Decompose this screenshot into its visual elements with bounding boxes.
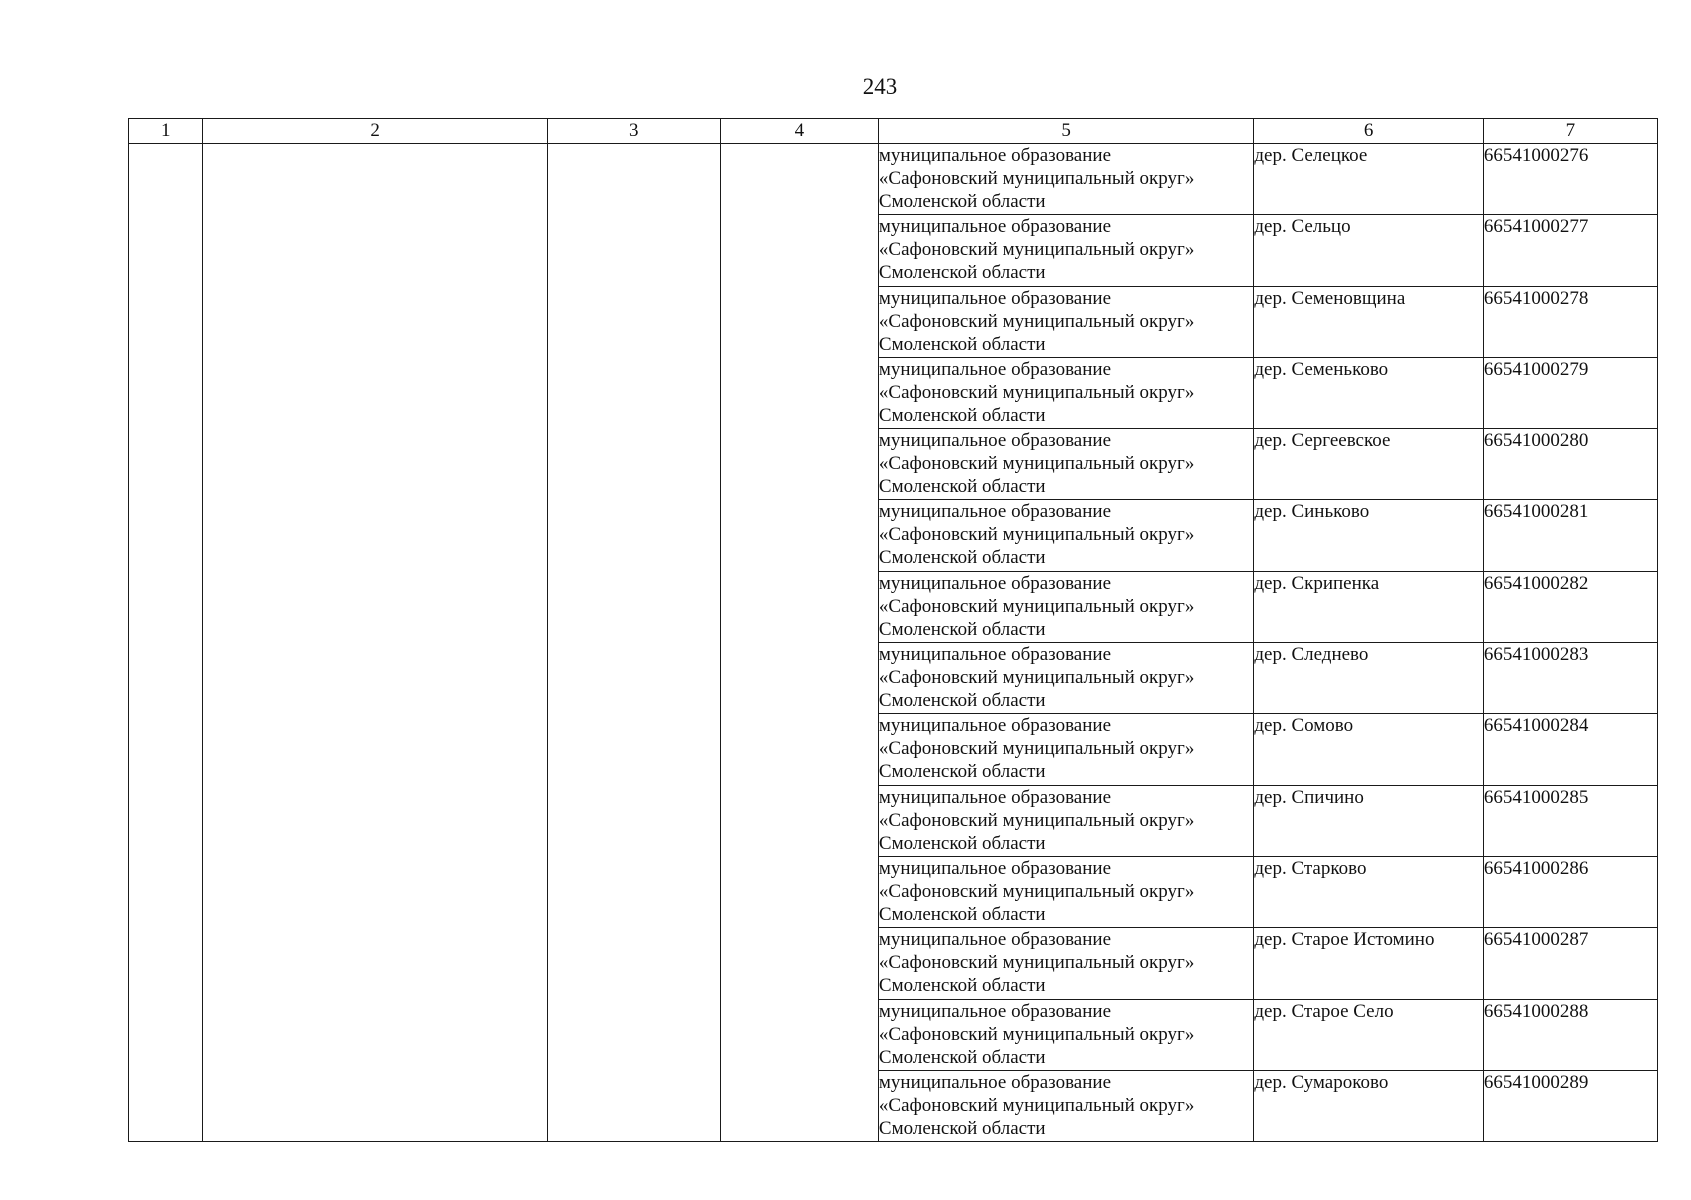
municipality-line: Смоленской области [878,618,1046,640]
column-4-cell [720,144,878,1142]
page-number: 243 [862,74,898,99]
settlement-cell: дер. Старково [1254,856,1484,927]
municipality-cell [878,643,1253,714]
municipality-cell [878,357,1253,428]
municipality-line: «Сафоновский муниципальный округ» [878,595,1195,617]
municipality-cell [878,571,1253,642]
municipality-line: муниципальное образование [878,430,1112,452]
settlement-cell: дер. Сомово [1254,714,1484,785]
table-row [129,144,1658,215]
municipality-line: Смоленской области [878,1046,1046,1068]
code-cell: 66541000278 [1483,286,1657,357]
municipality-cell [878,1070,1253,1141]
column-number-3: 3 [547,119,720,144]
code-cell: 66541000282 [1483,571,1657,642]
municipality-cell [878,144,1253,215]
municipality-line: Смоленской области [878,262,1046,284]
settlement-cell: дер. Семеньково [1254,357,1484,428]
municipality-cell [878,928,1253,999]
municipality-line: Смоленской области [878,191,1046,212]
settlement-cell: дер. Сельцо [1254,215,1484,286]
municipality-line: муниципальное образование [878,216,1112,238]
register-body [129,144,1658,1142]
municipality-line: Смоленской области [878,404,1046,426]
municipality-cell [878,286,1253,357]
code-cell: 66541000284 [1483,714,1657,785]
municipality-line: муниципальное образование [878,358,1112,380]
column-1-cell [129,144,203,1142]
code-cell: 66541000277 [1483,215,1657,286]
settlement-cell: дер. Следнево [1254,643,1484,714]
code-cell: 66541000283 [1483,643,1657,714]
code-cell: 66541000279 [1483,357,1657,428]
municipality-cell [878,429,1253,500]
municipality-line: Смоленской области [878,333,1046,355]
municipality-line: «Сафоновский муниципальный округ» [878,239,1195,261]
municipality-line: «Сафоновский муниципальный округ» [878,880,1195,902]
municipality-line: «Сафоновский муниципальный округ» [878,453,1195,475]
settlement-cell: дер. Сумароково [1254,1070,1484,1141]
settlement-cell: дер. Синьково [1254,500,1484,571]
code-cell: 66541000287 [1483,928,1657,999]
municipality-line: «Сафоновский муниципальный округ» [878,168,1195,189]
municipality-cell [878,999,1253,1070]
municipality-line: «Сафоновский муниципальный округ» [878,1094,1195,1116]
code-cell: 66541000276 [1483,144,1657,215]
header-row [129,119,1658,144]
settlement-cell: дер. Селецкое [1254,144,1484,215]
column-number-5: 5 [878,119,1253,144]
code-cell: 66541000285 [1483,785,1657,856]
code-cell: 66541000281 [1483,500,1657,571]
municipality-line: муниципальное образование [878,786,1112,808]
municipality-line: муниципальное образование [878,1000,1112,1022]
municipality-line: муниципальное образование [878,501,1112,523]
column-3-cell [547,144,720,1142]
municipality-line: Смоленской области [878,476,1046,498]
municipality-line: Смоленской области [878,690,1046,712]
settlement-cell: дер. Семеновщина [1254,286,1484,357]
municipality-cell [878,500,1253,571]
municipality-cell [878,215,1253,286]
code-cell: 66541000286 [1483,856,1657,927]
municipality-line: Смоленской области [878,975,1046,997]
municipality-line: «Сафоновский муниципальный округ» [878,667,1195,689]
settlement-cell: дер. Скрипенка [1254,571,1484,642]
municipality-line: «Сафоновский муниципальный округ» [878,1023,1195,1045]
municipality-line: муниципальное образование [878,644,1112,666]
column-number-header [129,119,1658,144]
municipality-line: Смоленской области [878,761,1046,783]
settlement-cell: дер. Старое Истомино [1254,928,1484,999]
municipality-line: «Сафоновский муниципальный округ» [878,738,1195,760]
column-number-6: 6 [1254,119,1484,144]
code-cell: 66541000288 [1483,999,1657,1070]
code-cell: 66541000289 [1483,1070,1657,1141]
municipality-line: муниципальное образование [878,715,1112,737]
column-number-2: 2 [203,119,547,144]
municipality-line: муниципальное образование [878,1071,1112,1093]
municipality-line: муниципальное образование [878,145,1112,166]
settlement-cell: дер. Старое Село [1254,999,1484,1070]
column-2-cell [203,144,547,1142]
municipality-line: «Сафоновский муниципальный округ» [878,809,1195,831]
column-number-4: 4 [720,119,878,144]
column-number-1: 1 [129,119,203,144]
municipality-line: муниципальное образование [878,929,1112,951]
municipality-line: муниципальное образование [878,287,1112,309]
municipality-line: «Сафоновский муниципальный округ» [878,952,1195,974]
register-table [128,118,1658,1142]
municipality-cell [878,714,1253,785]
municipality-line: Смоленской области [878,903,1046,925]
settlement-cell: дер. Сергеевское [1254,429,1484,500]
column-number-7: 7 [1483,119,1657,144]
municipality-line: Смоленской области [878,547,1046,569]
municipality-cell [878,785,1253,856]
municipality-line: муниципальное образование [878,572,1112,594]
municipality-cell [878,856,1253,927]
municipality-line: «Сафоновский муниципальный округ» [878,310,1195,332]
municipality-line: Смоленской области [878,1117,1046,1139]
settlement-cell: дер. Спичино [1254,785,1484,856]
code-cell: 66541000280 [1483,429,1657,500]
municipality-line: Смоленской области [878,832,1046,854]
municipality-line: «Сафоновский муниципальный округ» [878,381,1195,403]
municipality-line: «Сафоновский муниципальный округ» [878,524,1195,546]
municipality-line: муниципальное образование [878,857,1112,879]
